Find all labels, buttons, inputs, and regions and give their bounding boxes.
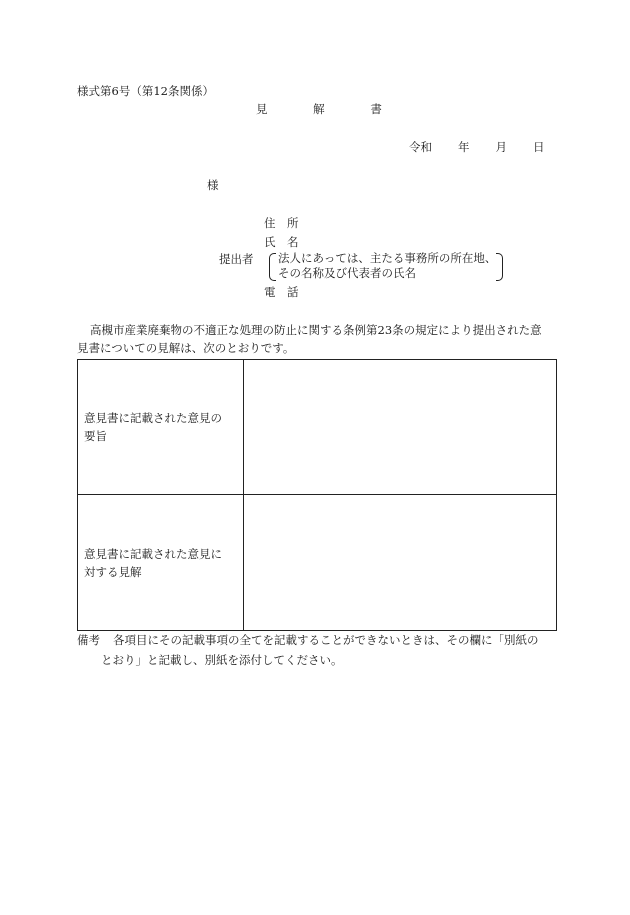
addressee-suffix: 様	[207, 178, 219, 192]
bracket-left	[269, 253, 276, 281]
date-day: 日	[533, 140, 545, 154]
row1-label-cell	[78, 360, 244, 495]
bracket-right	[496, 253, 503, 281]
row1-label-line1: 意見書に記載された意見の	[84, 411, 222, 425]
form-number: 様式第6号（第12条関係）	[77, 84, 214, 98]
row2-label-line2: 対する見解	[84, 564, 142, 579]
date-year: 年	[458, 140, 470, 154]
title-char-3: 書	[370, 102, 382, 116]
row2-label-line1: 意見書に記載された意見に	[84, 546, 222, 561]
row2-label-cell	[78, 495, 244, 631]
row1-label-line2: 要旨	[84, 429, 107, 443]
title-char-1: 見	[256, 102, 268, 116]
corporate-note-line2: その名称及び代表者の氏名	[278, 266, 416, 280]
document-title	[256, 104, 382, 116]
remarks-line1: 各項目にその記載事項の全てを記載することができないときは、その欄に「別紙の	[113, 633, 539, 647]
remarks-line2: とおり」と記載し、別紙を添付してください。	[101, 653, 343, 667]
phone-label: 電 話	[264, 285, 299, 299]
corporate-note-line1: 法人にあっては、主たる事務所の所在地、	[278, 251, 497, 265]
name-label: 氏 名	[264, 235, 299, 249]
date-line	[409, 142, 545, 154]
row2-value-cell[interactable]	[244, 495, 557, 631]
title-char-2: 解	[313, 102, 325, 116]
body-text-line2: 見書についての見解は、次のとおりです。	[77, 341, 295, 355]
table-row	[78, 360, 557, 495]
date-era: 令和	[409, 140, 432, 154]
submitter-label: 提出者	[219, 252, 254, 266]
address-label: 住 所	[264, 216, 299, 230]
remarks-label: 備考	[77, 633, 100, 647]
table-row	[78, 495, 557, 631]
date-month: 月	[495, 140, 507, 154]
row1-value-cell[interactable]	[244, 360, 557, 495]
body-text-line1: 高槻市産業廃棄物の不適正な処理の防止に関する条例第23条の規定により提出された意	[90, 323, 542, 337]
opinion-table	[77, 359, 557, 631]
